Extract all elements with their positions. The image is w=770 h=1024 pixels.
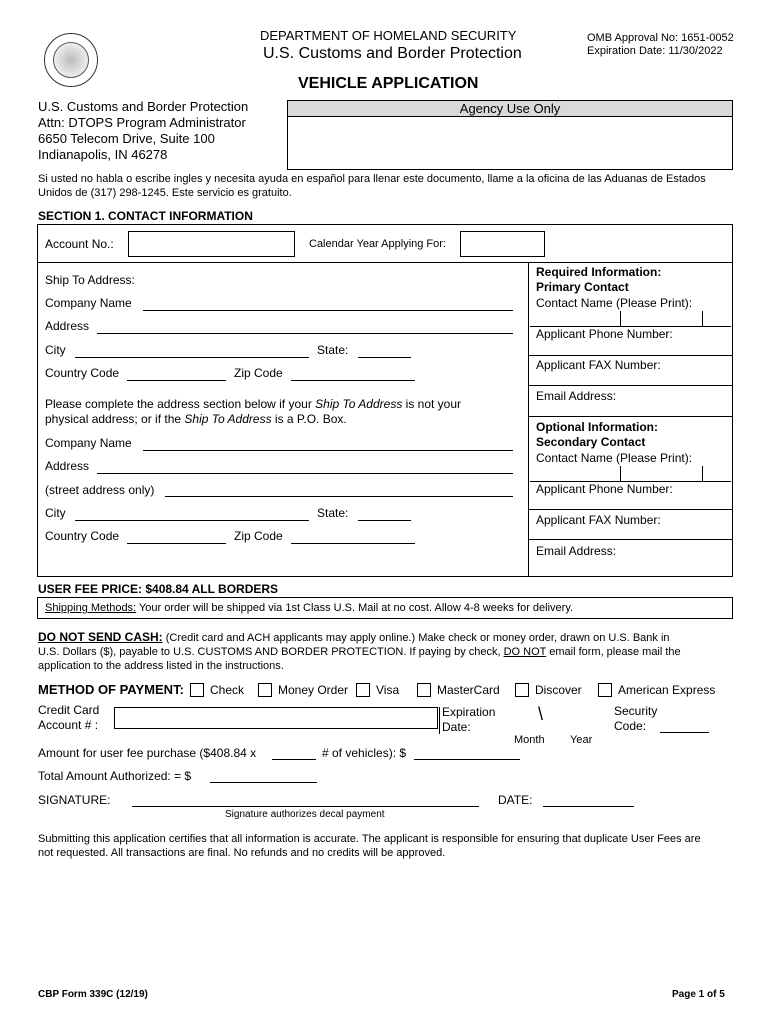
zip-code-field-2[interactable] xyxy=(291,543,415,544)
contact-name-field[interactable] xyxy=(530,311,731,326)
omb-approval: OMB Approval No: 1651-0052 xyxy=(587,32,734,44)
email-label-2: Email Address: xyxy=(536,544,617,558)
phone-label: Applicant Phone Number: xyxy=(536,327,673,341)
amount-label: Amount for user fee purchase ($408.84 x xyxy=(38,746,257,760)
shipping-text: Your order will be shipped via 1st Class U.S. Mail at no cost. Allow 4-8 weeks for delivery. xyxy=(136,602,574,614)
fax-label-2: Applicant FAX Number: xyxy=(536,513,661,527)
mastercard-label: MasterCard xyxy=(437,683,500,697)
street-only-label: (street address only) xyxy=(45,483,155,497)
dhs-seal-icon xyxy=(44,33,98,87)
vehicles-label: # of vehicles): $ xyxy=(322,746,407,760)
month-label: Month xyxy=(514,734,545,746)
cash-note: DO NOT SEND CASH: (Credit card and ACH applicants may apply online.) Make check or money order, drawn on U.S. Bank in U.S. Dollars ($), payable to U.S. CUSTOMS AND BORDER PROTECTION. If paying by check, DO NOT email form, please mail the application to the address listed in the instructions. xyxy=(38,630,681,672)
department-name: DEPARTMENT OF HOMELAND SECURITY xyxy=(260,28,517,43)
address-field[interactable] xyxy=(97,333,513,334)
country-code-label: Country Code xyxy=(45,366,120,380)
city-field-2[interactable] xyxy=(75,520,309,521)
security-code-label: Security Code: xyxy=(614,704,658,733)
visa-checkbox[interactable] xyxy=(356,683,370,697)
year-label: Year xyxy=(570,734,593,746)
address-label-2: Address xyxy=(45,459,90,473)
vehicle-count-field[interactable] xyxy=(272,759,316,760)
contact-name-field-2[interactable] xyxy=(530,466,731,481)
calendar-year-field[interactable] xyxy=(460,231,545,257)
form-number: CBP Form 339C (12/19) xyxy=(38,989,148,1000)
credit-card-label: Credit Card Account # : xyxy=(38,703,100,732)
expiration-label: Expiration Date: xyxy=(442,705,496,734)
primary-contact-heading: Required Information: Primary Contact xyxy=(536,265,662,294)
city-label: City xyxy=(45,343,66,357)
calendar-year-label: Calendar Year Applying For: xyxy=(309,238,446,250)
country-code-label-2: Country Code xyxy=(45,529,120,543)
company-name-label-2: Company Name xyxy=(45,436,132,450)
zip-code-field[interactable] xyxy=(291,380,415,381)
signature-field[interactable] xyxy=(132,806,479,807)
state-field-2[interactable] xyxy=(358,520,411,521)
fax-label: Applicant FAX Number: xyxy=(536,358,661,372)
zip-code-label: Zip Code xyxy=(234,366,283,380)
company-name-field[interactable] xyxy=(143,310,513,311)
zip-code-label-2: Zip Code xyxy=(234,529,283,543)
amount-field[interactable] xyxy=(414,759,520,760)
ship-to-label: Ship To Address: xyxy=(45,273,135,287)
state-label-2: State: xyxy=(317,506,349,520)
shipping-box xyxy=(37,597,733,619)
fee-title: USER FEE PRICE: $408.84 ALL BORDERS xyxy=(38,582,279,596)
country-code-field[interactable] xyxy=(127,380,226,381)
money-order-label: Money Order xyxy=(278,683,349,697)
total-label: Total Amount Authorized: = $ xyxy=(38,769,192,783)
check-checkbox[interactable] xyxy=(190,683,204,697)
spanish-note-2: Unidos de (317) 298-1245. Este servicio es gratuito. xyxy=(38,187,292,199)
mailing-address: U.S. Customs and Border Protection Attn: DTOPS Program Administrator 6650 Telecom Drive, Suite 100 Indianapolis, IN 46278 xyxy=(38,99,249,162)
date-label: DATE: xyxy=(498,793,533,807)
phone-label-2: Applicant Phone Number: xyxy=(536,482,673,496)
company-name-label: Company Name xyxy=(45,296,132,310)
signature-note: Signature authorizes decal payment xyxy=(225,809,385,820)
account-no-field[interactable] xyxy=(128,231,295,257)
mastercard-checkbox[interactable] xyxy=(417,683,431,697)
spanish-note-1: Si usted no habla o escribe ingles y necesita ayuda en español para llenar este documento, llame a la oficina de las Aduanas de Estados xyxy=(38,173,706,185)
contact-name-label: Contact Name (Please Print): xyxy=(536,296,693,310)
money-order-checkbox[interactable] xyxy=(258,683,272,697)
section1-title: SECTION 1. CONTACT INFORMATION xyxy=(38,209,253,223)
email-label: Email Address: xyxy=(536,389,617,403)
secondary-contact-heading: Optional Information: Secondary Contact xyxy=(536,420,658,449)
city-label-2: City xyxy=(45,506,66,520)
address-label: Address xyxy=(45,319,90,333)
address-field-2[interactable] xyxy=(97,473,513,474)
page-number: Page 1 of 5 xyxy=(672,989,725,1000)
check-label: Check xyxy=(210,683,245,697)
country-code-field-2[interactable] xyxy=(127,543,226,544)
discover-label: Discover xyxy=(535,683,582,697)
page-title: VEHICLE APPLICATION xyxy=(298,75,479,92)
credit-card-field[interactable] xyxy=(114,707,438,729)
total-field[interactable] xyxy=(210,782,317,783)
contact-name-label-2: Contact Name (Please Print): xyxy=(536,451,693,465)
agency-use-label: Agency Use Only xyxy=(288,101,732,117)
agency-name: U.S. Customs and Border Protection xyxy=(263,45,522,62)
state-label: State: xyxy=(317,343,349,357)
street-address-field[interactable] xyxy=(165,496,513,497)
security-code-field[interactable] xyxy=(660,732,709,733)
shipping-label: Shipping Methods: xyxy=(45,602,137,614)
signature-label: SIGNATURE: xyxy=(38,793,111,807)
expiration-field[interactable] xyxy=(505,710,595,732)
amex-label: American Express xyxy=(618,683,716,697)
visa-label: Visa xyxy=(376,683,400,697)
expiration-slash: \ xyxy=(538,704,544,724)
company-name-field-2[interactable] xyxy=(143,450,513,451)
city-field[interactable] xyxy=(75,357,309,358)
state-field[interactable] xyxy=(358,357,411,358)
amex-checkbox[interactable] xyxy=(598,683,612,697)
account-no-label: Account No.: xyxy=(45,237,114,251)
agency-use-box xyxy=(287,100,733,170)
certification-1: Submitting this application certifies that all information is accurate. The applicant is responsible for ensuring that duplicate User Fees are xyxy=(38,833,701,845)
date-field[interactable] xyxy=(543,806,634,807)
certification-2: not requested. All transactions are final. No refunds and no credits will be approved. xyxy=(38,847,446,859)
expiration-date: Expiration Date: 11/30/2022 xyxy=(587,45,723,57)
physical-address-note: Please complete the address section below if your Ship To Address is not your physical address; or if the Ship To Address is a P.O. Box. xyxy=(45,397,462,426)
payment-method-label: METHOD OF PAYMENT: xyxy=(38,682,184,697)
discover-checkbox[interactable] xyxy=(515,683,529,697)
